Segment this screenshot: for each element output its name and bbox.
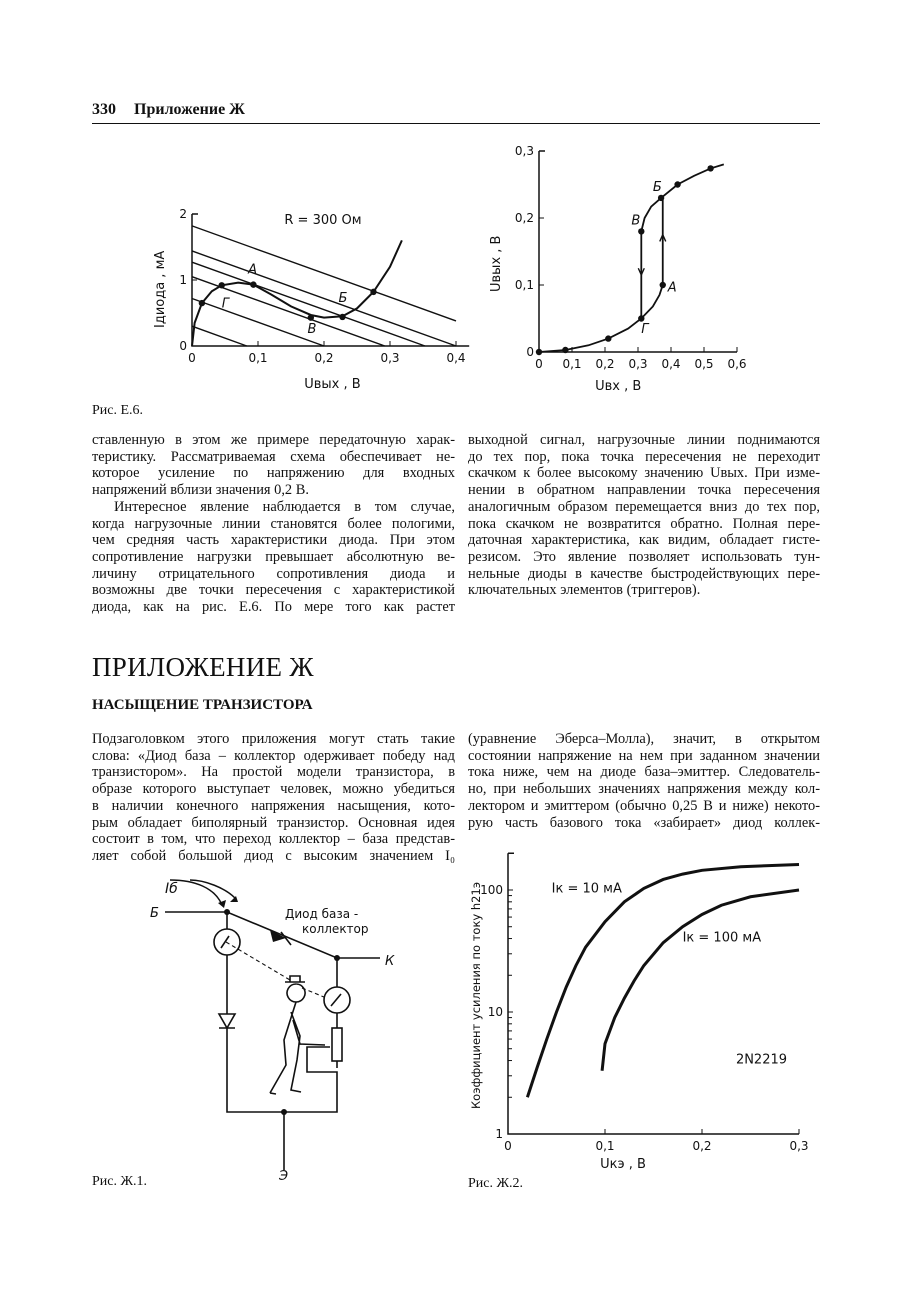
text-line: которое усиление по напряжению для входных (92, 465, 455, 482)
text-line: пока скачком не возвратится обратно. Полная пере- (468, 515, 820, 532)
x-tick-label: 0,6 (727, 357, 747, 371)
load-line (192, 251, 456, 346)
text-line: Интересное явление наблюдается в том случае, (114, 498, 455, 515)
text-line: нении в обратном направлении точка пересечения (468, 482, 820, 499)
diode-icon (219, 1014, 235, 1028)
data-point (339, 314, 345, 320)
text-line: когда нагрузочные линии становятся более пологими, (92, 515, 455, 532)
x-tick-label: 0,3 (380, 351, 400, 365)
text-line: диода, как на рис. Е.6. По мере того как растет (92, 599, 455, 616)
figure-zh1-caption: Рис. Ж.1. (92, 1174, 148, 1189)
data-point (707, 165, 713, 171)
text-line: нельные диоды в качестве быстродействующих пере- (468, 565, 820, 582)
text-column-right-top (468, 432, 820, 599)
point-label: В (307, 321, 317, 337)
x-axis-label: Uвых , В (304, 377, 361, 392)
point-label: Г (641, 322, 649, 338)
diode-label-line2: коллектор (302, 922, 369, 936)
diode-characteristic-curve (192, 240, 402, 346)
point-label: Б (338, 290, 348, 306)
man-body-icon (270, 1002, 325, 1094)
base-collector-wire (165, 912, 380, 958)
y-axis-label: Коэффициент усиления по току h21э (469, 881, 483, 1109)
y-axis-label: Iдиода , мА (153, 250, 168, 328)
base-emitter-wire (227, 912, 337, 1112)
y-tick-label: 10 (487, 1005, 503, 1019)
data-point (308, 314, 314, 320)
base-current-label: Iб (165, 881, 178, 897)
figure-zh2-caption: Рис. Ж.2. (468, 1176, 524, 1191)
text-line: рым обладает биполярный транзистор. Основная идея (92, 814, 455, 831)
data-point (250, 281, 256, 287)
data-point (562, 347, 568, 353)
text-line: резисом. Это явление позволяет использовать тун- (468, 548, 820, 565)
emitter-terminal-label: Э (279, 1169, 289, 1184)
diode-bar (281, 932, 291, 945)
data-point (674, 181, 680, 187)
transistor-type-label: 2N2219 (735, 1052, 788, 1068)
data-point (219, 282, 225, 288)
man-head-icon (285, 976, 305, 1002)
text-line: в наличии конечного напряжения насыщения, кото- (92, 797, 455, 814)
x-tick-label: 0,1 (595, 1139, 615, 1153)
series-label-10ma: Iк = 10 мА (551, 881, 622, 897)
gaze-lines (226, 942, 324, 997)
text-column-left-bottom (92, 731, 455, 865)
data-point (199, 300, 205, 306)
text-line: слова: «Диод база – коллектор одерживает победу над (92, 747, 455, 764)
y-tick-label: 0 (526, 345, 534, 359)
load-line (192, 226, 456, 321)
x-tick-label: 0,1 (248, 351, 268, 365)
x-tick-label: 0,3 (628, 357, 648, 371)
data-point (605, 335, 611, 341)
y-tick-label: 2 (179, 207, 187, 221)
base-terminal-label: Б (150, 906, 159, 921)
data-point (658, 195, 664, 201)
running-title: Приложение Ж (134, 101, 245, 118)
x-axis-label: Uкэ , В (600, 1157, 646, 1172)
text-line: ключательных элементов (триггеров). (468, 582, 701, 599)
text-line: сопротивление нагрузки превышает абсолютную ве- (92, 548, 455, 565)
y-tick-label: 100 (480, 883, 503, 897)
data-point (536, 349, 542, 355)
point-label: А (248, 262, 258, 278)
point-label: Б (652, 180, 662, 196)
appendix-subtitle: НАСЫЩЕНИЕ ТРАНЗИСТОРА (92, 697, 313, 713)
text-line: теристику. Рассматриваемая схема обеспечивает не- (92, 448, 455, 465)
point-label: А (667, 280, 677, 296)
x-tick-label: 0,4 (446, 351, 466, 365)
x-tick-label: 0 (504, 1139, 512, 1153)
upper-branch-curve (641, 164, 724, 231)
point-label: Г (221, 296, 229, 312)
text-line: образе которого выступает человек, можно убедиться (92, 781, 455, 798)
page-number: 330 (92, 101, 116, 118)
text-line: до тех пор, пока точка пересечения не переходит (468, 448, 820, 465)
text-line: ставленную в этом же примере передаточную харак- (92, 432, 455, 448)
figure-e6-transfer-chart (470, 140, 770, 400)
data-point (660, 282, 666, 288)
point-label: В (631, 213, 641, 229)
y-axis-label: Uвых , В (489, 235, 504, 292)
figure-zh2-gain-chart (460, 840, 820, 1180)
x-tick-label: 0,5 (694, 357, 714, 371)
header-rule (92, 123, 820, 124)
text-column-left-top (92, 432, 455, 616)
text-line: аналогичным образом перемещается вниз до тех пор, (468, 498, 820, 515)
text-line: (уравнение Эберса–Молла), значит, в открытом (468, 731, 820, 747)
text-line: рую часть базового тока «забирает» диод коллек- (468, 814, 820, 831)
load-line (192, 326, 247, 346)
x-tick-label: 0,2 (595, 357, 615, 371)
y-tick-label: 0 (179, 339, 187, 353)
y-tick-label: 1 (179, 273, 187, 287)
y-tick-label: 0,3 (514, 144, 534, 158)
text-line: выходной сигнал, нагрузочные линии поднимаются (468, 432, 820, 448)
x-axis-label: Uвх , В (595, 379, 642, 394)
base-current-arrows (170, 880, 235, 905)
text-line: напряжений вблизи значения 0,2 В. (92, 482, 309, 499)
text-line: состоянии напряжение на нем при заданном значении (468, 747, 820, 764)
resistance-label: R = 300 Ом (284, 212, 362, 228)
x-tick-label: 0,2 (692, 1139, 712, 1153)
appendix-title: ПРИЛОЖЕНИЕ Ж (92, 652, 314, 682)
text-line: тока ниже, чем на диоде база–эмиттер. Следователь- (468, 764, 820, 781)
text-line: даточная характеристика, как видим, обладает гисте- (468, 532, 820, 549)
resistor-icon (332, 1028, 342, 1061)
running-header (92, 101, 245, 119)
text-line: личину отрицательного сопротивления диода и (92, 565, 455, 582)
text-line: лектором и эмиттером (обычно 0,25 В и ниже) некото- (468, 797, 820, 814)
x-tick-label: 0,4 (661, 357, 681, 371)
y-tick-label: 0,1 (514, 278, 534, 292)
text-line: но, при небольших значениях напряжения между кол- (468, 781, 820, 798)
series-label-100ma: Iк = 100 мА (682, 930, 762, 946)
diode-label-line1: Диод база - (285, 907, 359, 921)
data-point (638, 228, 644, 234)
direction-arrows (638, 235, 665, 275)
text-line: чем средняя часть характеристики диода. При этом (92, 532, 455, 549)
gain-curve-100ma (602, 890, 799, 1071)
text-line: скачком к более высокому значению Uвых. При изме- (468, 465, 820, 482)
text-column-right-bottom (468, 731, 820, 831)
y-tick-label: 1 (495, 1127, 503, 1141)
text-line: ляет собой большой диод с высоким значением I₀ (92, 847, 455, 864)
text-line: транзистором». На простой модели транзистора, в (92, 764, 455, 781)
collector-meter-icon (324, 987, 350, 1013)
text-line: состоит в том, что переход коллектор – база представ- (92, 831, 455, 848)
x-tick-label: 0 (535, 357, 543, 371)
y-tick-label: 0,2 (514, 211, 534, 225)
x-tick-label: 0,3 (789, 1139, 809, 1153)
collector-terminal-label: К (385, 954, 395, 969)
x-tick-label: 0,2 (314, 351, 334, 365)
text-line: Подзаголовком этого приложения могут стать такие (92, 731, 455, 747)
base-meter-icon (214, 929, 240, 955)
figure-e6-caption: Рис. Е.6. (92, 403, 144, 418)
load-line (192, 298, 324, 346)
x-tick-label: 0,1 (562, 357, 582, 371)
x-tick-label: 0 (188, 351, 196, 365)
text-line: возможны две точки пересечения с характеристикой (92, 582, 455, 599)
figure-e6-load-lines-chart (130, 200, 470, 400)
data-point (370, 289, 376, 295)
data-point (638, 315, 644, 321)
